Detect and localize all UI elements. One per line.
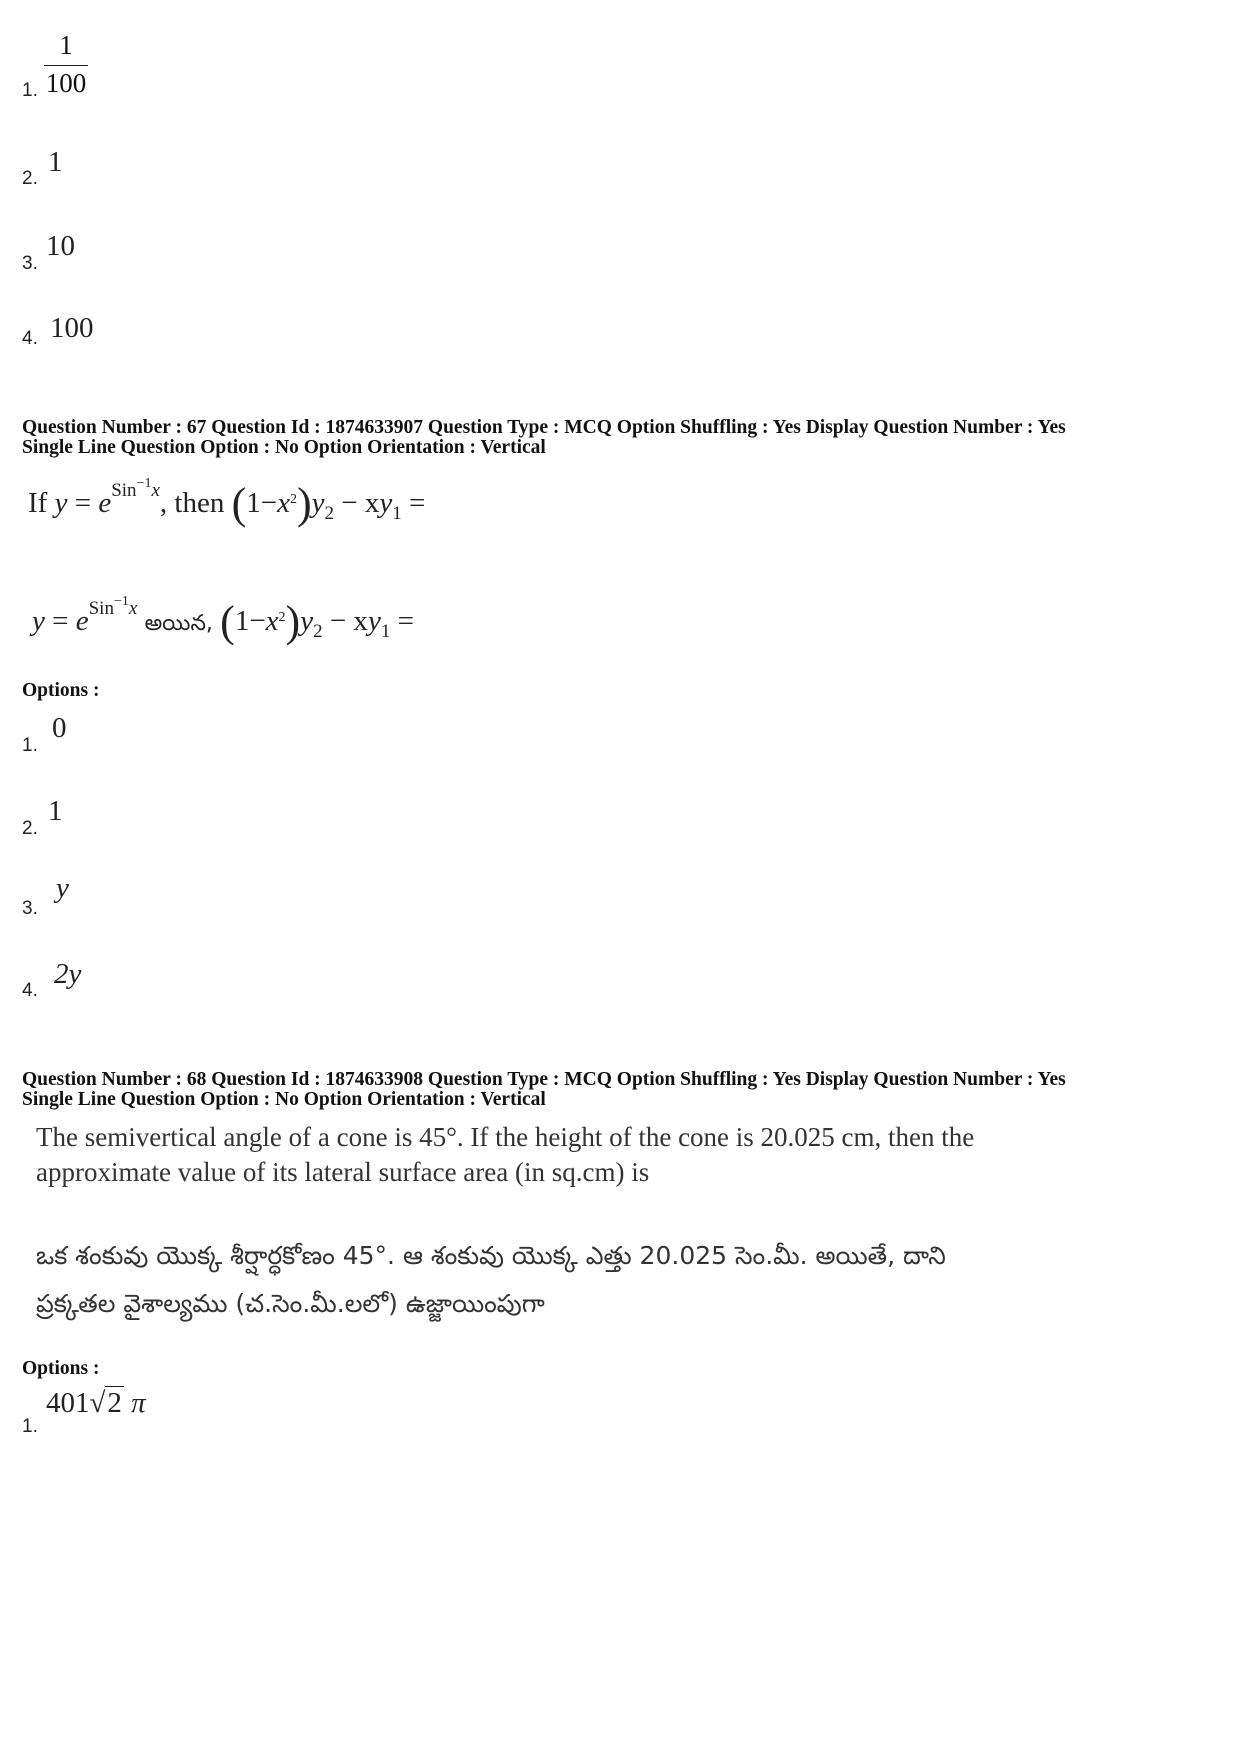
options-label: Options : — [22, 680, 100, 701]
minus-x: − x — [329, 605, 368, 637]
equals: = — [52, 605, 69, 637]
option-value: 0 — [52, 712, 67, 744]
var-y: y — [379, 487, 393, 519]
option-value: y — [56, 872, 69, 904]
exponent-two: 2 — [289, 492, 297, 507]
minus-x: − x — [341, 487, 380, 519]
text-if: If — [28, 487, 48, 519]
exponent-x: x — [128, 598, 138, 619]
right-paren: ) — [285, 597, 301, 646]
question-meta-line1: Question Number : 68 Question Id : 1874633908 Question Type : MCQ Option Shuffling : Yes Display Question Number : Yes — [22, 1069, 1066, 1090]
option-number: 4. — [22, 328, 38, 349]
question-text-telugu — [32, 596, 414, 647]
option-number: 2. — [22, 168, 38, 189]
option-number: 3. — [22, 253, 38, 274]
question-meta-line2: Single Line Question Option : No Option Orientation : Vertical — [22, 437, 546, 458]
option-value: 10 — [46, 230, 75, 262]
exponent-sin: Sin — [88, 598, 114, 619]
question-meta-line2: Single Line Question Option : No Option Orientation : Vertical — [22, 1089, 546, 1110]
var-y: y — [300, 605, 314, 637]
var-y: y — [32, 605, 45, 637]
subscript-two: 2 — [324, 503, 334, 524]
option-value: 100 — [50, 312, 94, 344]
option-number: 2. — [22, 818, 38, 839]
pi-symbol: π — [131, 1387, 146, 1419]
var-e: e — [98, 487, 112, 519]
var-y: y — [367, 605, 381, 637]
option-number: 1. — [22, 735, 38, 756]
var-e: e — [75, 605, 89, 637]
fraction-numerator: 1 — [59, 30, 73, 60]
option-number: 1. — [22, 1416, 38, 1437]
question-meta-line1: Question Number : 67 Question Id : 1874633907 Question Type : MCQ Option Shuffling : Yes Display Question Number : Yes — [22, 417, 1066, 438]
option-value: 1 — [48, 795, 63, 827]
option-value: 2y — [54, 958, 82, 990]
left-paren: ( — [231, 479, 247, 528]
coefficient: 401 — [46, 1387, 90, 1419]
exponent-two: 2 — [278, 610, 286, 625]
exponent-inverse: −1 — [136, 476, 152, 491]
exponent-sin: Sin — [111, 480, 137, 501]
option-value — [46, 1387, 146, 1420]
equals: = — [397, 605, 414, 637]
option-number: 4. — [22, 980, 38, 1001]
sqrt-icon: √ — [89, 1387, 106, 1419]
question-text-english-line1: The semivertical angle of a cone is 45°. If the height of the cone is 20.025 cm, then the — [36, 1122, 975, 1152]
var-x: x — [265, 605, 279, 637]
question-text-telugu-line2: ప్రక్కతల వైశాల్యము (చ.సెం.మీ.లలో) ఉజ్జాయింపుగా — [36, 1289, 545, 1318]
option-number: 1. — [22, 80, 38, 101]
fraction-bar — [44, 65, 88, 66]
telugu-word: అయిన, — [144, 611, 213, 636]
fraction-denominator: 100 — [45, 68, 87, 98]
subscript-one: 1 — [380, 621, 391, 642]
one-minus: 1− — [246, 487, 278, 519]
option-fraction — [44, 30, 88, 99]
question-text-english — [28, 478, 425, 529]
equals: = — [74, 487, 92, 519]
option-value: 1 — [48, 146, 63, 178]
equals: = — [408, 487, 426, 519]
subscript-one: 1 — [392, 503, 402, 524]
right-paren: ) — [296, 479, 312, 528]
var-y: y — [311, 487, 325, 519]
comma: , — [159, 487, 168, 519]
options-label: Options : — [22, 1358, 100, 1379]
var-x: x — [277, 487, 290, 519]
one-minus: 1− — [234, 605, 266, 637]
option-number: 3. — [22, 898, 38, 919]
question-text-telugu-line1: ఒక శంకువు యొక్క శీర్షార్ధకోణం 45°. ఆ శంకువు యొక్క ఎత్తు 20.025 సెం.మీ. అయితే, దాని — [36, 1241, 946, 1270]
subscript-two: 2 — [313, 621, 323, 642]
radicand: 2 — [107, 1387, 122, 1419]
left-paren: ( — [220, 597, 235, 646]
question-text-english-line2: approximate value of its lateral surface area (in sq.cm) is — [36, 1157, 650, 1187]
var-y: y — [54, 487, 68, 519]
exponent-x: x — [151, 480, 160, 501]
text-then: then — [174, 487, 225, 519]
exponent-inverse: −1 — [113, 594, 129, 609]
